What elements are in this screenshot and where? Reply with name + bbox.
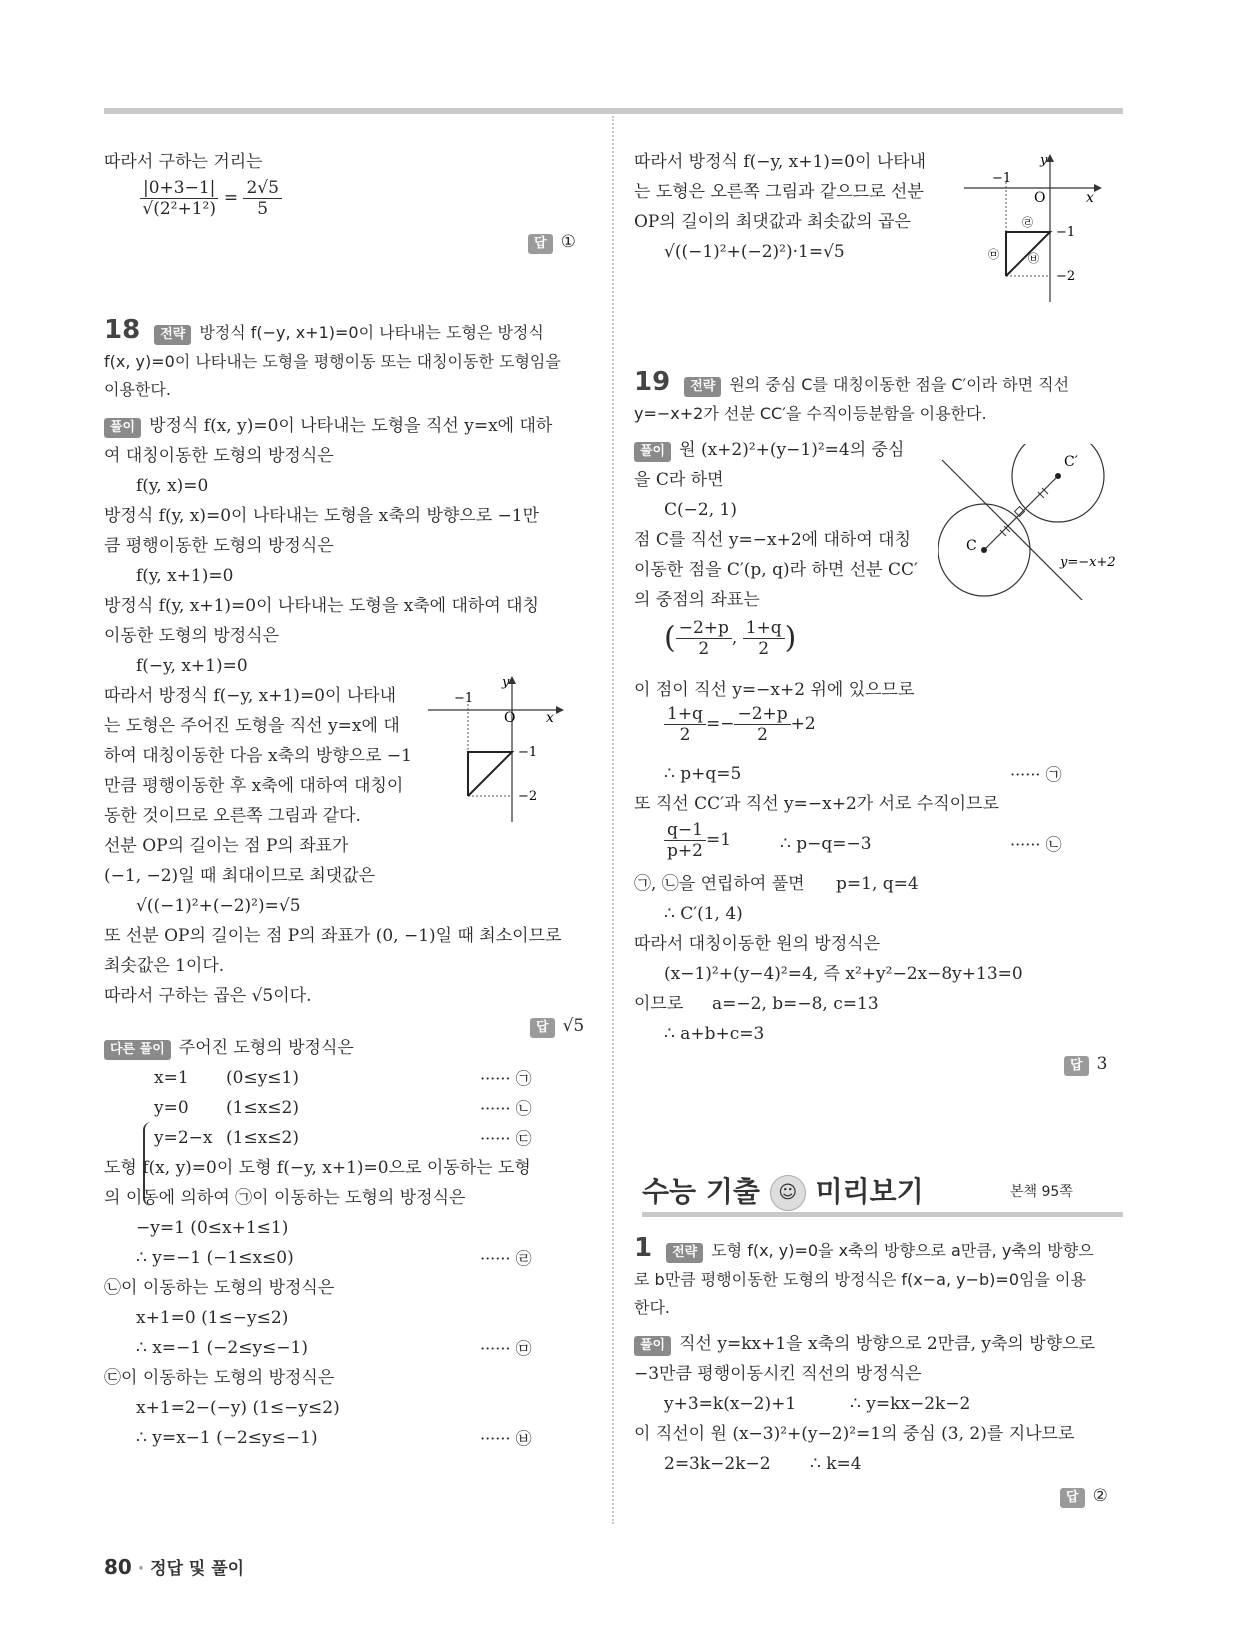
circle-c-prime	[1012, 444, 1104, 522]
q19-strategy-line2: y=−x+2가 선분 CC′을 수직이등분함을 이용한다.	[634, 404, 987, 423]
top-rule	[104, 108, 1123, 114]
system-line: y=0	[154, 1098, 189, 1118]
alt-line: ∴ y=−1 (−1≤x≤0)	[136, 1248, 294, 1268]
text-line: √((−1)²+(−2)²)·1=√5	[664, 242, 845, 262]
q18-strategy-line3: 이용한다.	[104, 380, 171, 399]
solution-line: (x−1)²+(y−4)²=4, 즉 x²+y²−2x−8y+13=0	[664, 964, 1023, 984]
equation-marker: ······ ㉤	[480, 1339, 532, 1358]
solution-line: 방정식 f(y, x+1)=0이 나타내는 도형을 x축에 대하여 대칭	[104, 596, 540, 616]
label-c-prime: C′	[1064, 454, 1078, 470]
solution-line: 만큼 평행이동한 후 x축에 대하여 대칭이	[104, 776, 404, 796]
tick-label: −1	[518, 745, 538, 760]
q1-strategy-line2: 로 b만큼 평행이동한 도형의 방정식은 f(x−a, y−b)=0임을 이용	[634, 1270, 1086, 1289]
p17-fraction: $\frac{|0+3-1|}{\text{√(2²+1²)}}$ = $\frac{2√5}{5}$	[140, 178, 282, 219]
solution-line: ∴ C′(1, 4)	[664, 904, 743, 924]
solution-line: 점 C를 직선 y=−x+2에 대하여 대칭	[634, 530, 911, 550]
solution-line: 최솟값은 1이다.	[104, 956, 225, 976]
y-label: y	[502, 675, 510, 690]
column-divider	[612, 116, 614, 1524]
q1-answer: 답 ②	[1060, 1486, 1108, 1508]
system-line: x=1	[154, 1068, 189, 1088]
equation-marker: ······ ㉥	[480, 1429, 532, 1448]
q1-strategy-line1: 1 전략 도형 f(x, y)=0을 x축의 방향으로 a만큼, y축의 방향으	[634, 1233, 1094, 1263]
system-range: (1≤x≤2)	[226, 1128, 299, 1148]
solution-line: 이동한 점을 C′(p, q)라 하면 선분 CC′	[634, 560, 918, 580]
solution-line: f(y, x+1)=0	[136, 566, 234, 586]
solution-line: p=1, q=4	[836, 874, 919, 894]
x-axis-arrow	[556, 706, 564, 714]
solution-line: ∴ a+b+c=3	[664, 1024, 765, 1044]
alt-line: ∴ x=−1 (−2≤y≤−1)	[136, 1338, 308, 1358]
tick-label: −1	[1056, 225, 1076, 240]
equation-marker: ······ ㉡	[480, 1099, 532, 1118]
solution-line: 따라서 방정식 f(−y, x+1)=0이 나타내	[104, 686, 397, 706]
label-line: y=−x+2	[1060, 555, 1116, 570]
solution-line: 또 직선 CC′과 직선 y=−x+2가 서로 수직이므로	[634, 794, 999, 814]
solution-line: −3만큼 평행이동시킨 직선의 방정식은	[634, 1364, 922, 1384]
q19-answer: 답 3	[1064, 1054, 1107, 1076]
equation-fraction: $\frac{q-1}{p+2}$ =1	[664, 820, 731, 861]
p17-answer: 답 ①	[528, 232, 576, 254]
solution-line: 는 도형은 주어진 도형을 직선 y=x에 대	[104, 716, 400, 736]
y-label: y	[1040, 153, 1048, 168]
label-c: C	[966, 538, 977, 554]
equation-fraction: $\frac{1+q}{2}$ =− $\frac{-2+p}{2}$ +2	[664, 704, 816, 745]
tick-label: −1	[454, 691, 474, 706]
origin-label: O	[504, 710, 516, 726]
tick-label: −1	[992, 171, 1012, 186]
solution-line: 이 점이 직선 y=−x+2 위에 있으므로	[634, 680, 915, 700]
solution-line: ∴ p+q=5	[664, 764, 742, 784]
solution-line: (−1, −2)일 때 최대이므로 최댓값은	[104, 866, 376, 886]
solution-line: ㉠, ㉡을 연립하여 풀면	[634, 874, 805, 894]
segment-label: ㉣	[1022, 216, 1033, 229]
graph-q18	[428, 674, 568, 824]
equation-marker: ······ ㉢	[480, 1129, 532, 1148]
mascot-icon: ☺	[770, 1175, 806, 1211]
alt-line: x+1=0 (1≤−y≤2)	[136, 1308, 289, 1328]
solution-line: 이동한 도형의 방정식은	[104, 626, 280, 646]
solution-line: a=−2, b=−8, c=13	[712, 994, 879, 1014]
system-range: (1≤x≤2)	[226, 1098, 299, 1118]
solution-line: 방정식 f(y, x)=0이 나타내는 도형을 x축의 방향으로 −1만	[104, 506, 540, 526]
page-footer: 80 · 정답 및 풀이	[104, 1555, 245, 1579]
equation-marker: ······ ㉡	[1010, 835, 1062, 854]
solution-line: 을 C라 하면	[634, 470, 724, 490]
alt-line: ∴ y=x−1 (−2≤y≤−1)	[136, 1428, 318, 1448]
alt-line: 의 이동에 의하여 ㉠이 이동하는 도형의 방정식은	[104, 1188, 466, 1208]
solution-line: 하여 대칭이동한 다음 x축의 방향으로 −1	[104, 746, 412, 766]
equation-marker: ······ ㉣	[480, 1249, 532, 1268]
segment-label: ㉤	[988, 248, 999, 261]
text-line: OP의 길이의 최댓값과 최솟값의 곱은	[634, 212, 911, 232]
solution-line: 큼 평행이동한 도형의 방정식은	[104, 536, 334, 556]
segment-label: ㉥	[1028, 252, 1039, 265]
solution-line: C(−2, 1)	[664, 500, 737, 520]
solution-line: 따라서 대칭이동한 원의 방정식은	[634, 934, 881, 954]
alt-line: ㉢이 이동하는 도형의 방정식은	[104, 1368, 335, 1388]
solution-line: f(−y, x+1)=0	[136, 656, 248, 676]
q18-strategy-line1: 18 전략 방정식 f(−y, x+1)=0이 나타내는 도형은 방정식	[104, 315, 544, 345]
section-rule	[642, 1212, 1123, 1217]
equation-marker: ······ ㉠	[480, 1069, 532, 1088]
question-number: 1	[634, 1233, 653, 1263]
system-range: (0≤y≤1)	[226, 1068, 299, 1088]
solution-line: 또 선분 OP의 길이는 점 P의 좌표가 (0, −1)일 때 최소이므로	[104, 926, 562, 946]
section-title: 수능 기출 ☺ 미리보기	[642, 1170, 924, 1211]
solution-line: 선분 OP의 길이는 점 P의 좌표가	[104, 836, 349, 856]
section-ref: 본책 95쪽	[1010, 1184, 1073, 1200]
figure-segments	[468, 752, 512, 796]
midpoint-fraction: ( $\frac{-2+p}{2}$ , $\frac{1+q}{2}$ )	[664, 618, 797, 659]
solution-line: 동한 것이므로 오른쪽 그림과 같다.	[104, 806, 361, 826]
alt-solution-intro: 다른 풀이 주어진 도형의 방정식은	[104, 1036, 354, 1060]
x-axis-arrow	[1094, 184, 1102, 192]
footer-label: 정답 및 풀이	[150, 1559, 245, 1579]
origin-label: O	[1034, 190, 1046, 206]
solution-line: f(y, x)=0	[136, 476, 209, 496]
tick-label: −2	[518, 789, 538, 804]
solution-line: √((−1)²+(−2)²)=√5	[136, 896, 301, 916]
tick-label: −2	[1056, 269, 1076, 284]
question-number: 18	[104, 315, 141, 345]
solution-line: 풀이 방정식 f(x, y)=0이 나타내는 도형을 직선 y=x에 대하	[104, 414, 552, 438]
alt-line: x+1=2−(−y) (1≤−y≤2)	[136, 1398, 340, 1418]
solution-line: 이므로	[634, 994, 684, 1014]
solution-line: 풀이 원 (x+2)²+(y−1)²=4의 중심	[634, 438, 904, 462]
q18-answer: 답 √5	[530, 1016, 584, 1038]
solution-line: 여 대칭이동한 도형의 방정식은	[104, 446, 334, 466]
solution-line: 2=3k−2k−2	[664, 1454, 771, 1474]
q1-strategy-line3: 한다.	[634, 1298, 670, 1317]
page-number: 80	[104, 1555, 132, 1579]
question-number: 19	[634, 367, 671, 397]
solution-line: 의 중점의 좌표는	[634, 590, 760, 610]
equation-marker: ······ ㉠	[1010, 765, 1062, 784]
solution-line: 따라서 구하는 곱은 √5이다.	[104, 986, 312, 1006]
text-line: 는 도형은 오른쪽 그림과 같으므로 선분	[634, 182, 924, 202]
circle-diagram	[938, 444, 1124, 600]
q19-strategy-line1: 19 전략 원의 중심 C를 대칭이동한 점을 C′이라 하면 직선	[634, 367, 1070, 397]
alt-line: ㉡이 이동하는 도형의 방정식은	[104, 1278, 335, 1298]
q18-strategy-line2: f(x, y)=0이 나타내는 도형을 평행이동 또는 대칭이동한 도형임을	[104, 352, 561, 371]
alt-line: 도형 f(x, y)=0이 도형 f(−y, x+1)=0으로 이동하는 도형	[104, 1158, 531, 1178]
p17-intro: 따라서 구하는 거리는	[104, 152, 263, 172]
x-label: x	[1086, 190, 1094, 206]
system-line: y=2−x	[154, 1128, 213, 1148]
center-c-prime	[1055, 473, 1061, 479]
solution-line: ∴ p−q=−3	[780, 834, 872, 854]
center-c	[981, 547, 987, 553]
solution-line: y+3=k(x−2)+1	[664, 1394, 797, 1414]
solution-line: 풀이 직선 y=kx+1을 x축의 방향으로 2만큼, y축의 방향으로	[634, 1332, 1095, 1356]
x-label: x	[546, 710, 554, 726]
alt-line: −y=1 (0≤x+1≤1)	[136, 1218, 289, 1238]
solution-line: 이 직선이 원 (x−3)²+(y−2)²=1의 중심 (3, 2)를 지나므로	[634, 1424, 1075, 1444]
line-y-neg-x-plus-2	[942, 460, 1084, 600]
solution-line: ∴ y=kx−2k−2	[850, 1394, 971, 1414]
graph-q18-right	[962, 152, 1112, 304]
text-line: 따라서 방정식 f(−y, x+1)=0이 나타내	[634, 152, 927, 172]
solution-line: ∴ k=4	[810, 1454, 862, 1474]
